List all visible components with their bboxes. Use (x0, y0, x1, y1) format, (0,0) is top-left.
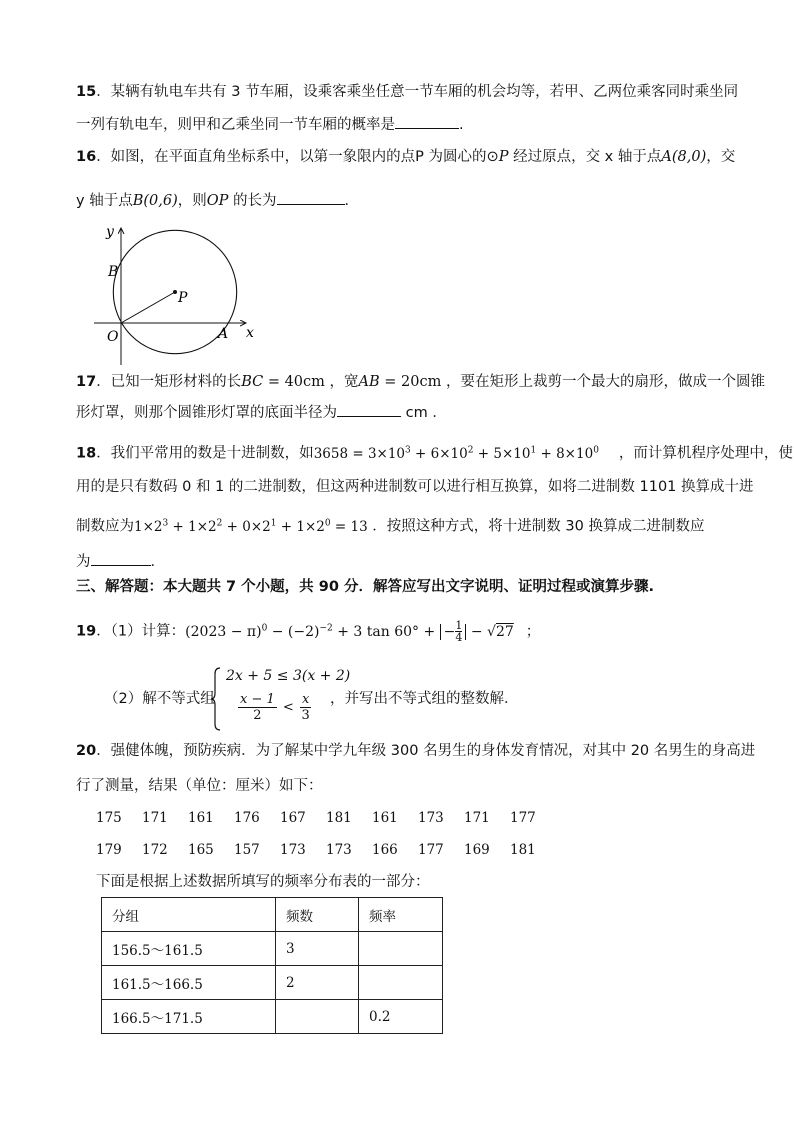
q16-line1 (76, 147, 735, 167)
q16-text-1d: ，交 (706, 149, 736, 165)
section-3-heading: 三、解答题：本大题共 7 个小题，共 90 分．解答应写出文字说明、证明过程或演算步骤. (76, 579, 654, 595)
q17-text-2b: cm ． (401, 405, 447, 421)
q19-ineq1: 2x + 5 ≤ 3(x + 2) (226, 668, 351, 684)
table-header-row (102, 898, 443, 932)
label-b: B (108, 264, 119, 280)
q17-text-2a: 形灯罩，则那个圆锥形灯罩的底面半径为 (76, 405, 337, 421)
height-value: 179 (96, 842, 122, 858)
height-value: 173 (326, 842, 352, 858)
q20-line1 (76, 741, 755, 761)
height-value: 157 (234, 842, 260, 858)
q16-answer-blank[interactable] (277, 190, 345, 205)
height-value: 167 (280, 810, 306, 826)
q19-part1-text: ．（1）计算： (96, 623, 186, 640)
height-value: 166 (372, 842, 398, 858)
q15-number: 15 (76, 84, 97, 100)
q16-figure (84, 220, 274, 368)
q20-data-row-1 (96, 810, 556, 826)
q18-number: 18 (76, 445, 97, 462)
q18-text-3b: ．按照这种方式，将十进制数 30 换算成二进制数应 (367, 518, 705, 535)
q18-binary-formula: $1\times 2^3 + 1\times 2^2 + 0\times 2^1 + 1\times 2^0 = 13$ (134, 518, 368, 535)
q16-text-1a: ．如图，在平面直角坐标系中，以第一象限内的点P 为圆心的⊙ (96, 149, 499, 165)
q18-text-2: 用的是只有数码 0 和 1 的二进制数，但这两种进制数可以进行相互换算，如将二进制数 1101 换算成十进 (76, 479, 754, 495)
cell-count[interactable] (276, 1000, 359, 1034)
cell-count: 3 (276, 932, 359, 966)
table-row (102, 1000, 443, 1034)
q18-decimal-formula: $3658 = 3\times 10^3 + 6\times 10^2 + 5\times 10^1 + 8\times 10^0$ (313, 445, 599, 462)
height-value: 173 (280, 842, 306, 858)
height-value: 161 (188, 810, 214, 826)
q18-line2 (76, 477, 754, 497)
q18-line1 (76, 440, 793, 464)
q19-part2-tail (330, 689, 519, 709)
label-y: y (106, 224, 114, 240)
cell-count: 2 (276, 966, 359, 1000)
q17-text-1b: ，宽 (324, 374, 359, 390)
cell-frequency[interactable] (359, 966, 443, 1000)
height-value: 172 (142, 842, 168, 858)
cell-frequency: 0.2 (359, 1000, 443, 1034)
height-value: 181 (326, 810, 352, 826)
q16-text-1c: 经过原点，交 x 轴于点 (508, 149, 662, 165)
height-value: 175 (96, 810, 122, 826)
label-a: A (218, 326, 229, 342)
q20-text-2: 行了测量，结果（单位：厘米）如下： (76, 778, 323, 794)
q17-ab: AB (358, 374, 380, 390)
center-dot (173, 290, 177, 294)
q16-point-b: B(0,6) (132, 193, 178, 209)
height-value: 165 (188, 842, 214, 858)
q17-bc: BC (241, 374, 264, 390)
brace-icon (210, 666, 222, 732)
q16-line2 (76, 190, 359, 211)
q15-answer-blank[interactable] (395, 114, 459, 129)
q16-text-2b: ，则 (177, 193, 207, 209)
table-row (102, 966, 443, 1000)
height-value: 177 (418, 842, 444, 858)
q15-period: . (459, 117, 464, 133)
q17-text-1a: ．已知一矩形材料的长 (96, 374, 242, 390)
q16-text-2a: y 轴于点 (76, 193, 133, 209)
q18-period: ． (150, 554, 165, 570)
cell-group: 166.5～171.5 (102, 1000, 276, 1034)
q17-answer-blank[interactable] (337, 402, 401, 417)
segment-op (121, 292, 175, 323)
q16-number: 16 (76, 149, 97, 165)
q15-text-1: ．某辆有轨电车共有 3 节车厢，设乘客乘坐任意一节车厢的机会均等，若甲、乙两位乘客同时乘坐同 (96, 84, 739, 100)
label-p: P (178, 290, 188, 306)
q16-point-a: A(8,0) (661, 149, 707, 165)
table-row (102, 932, 443, 966)
q16-period: ． (344, 193, 359, 209)
q20-line2 (76, 776, 323, 796)
q16-text-2c: 的长为 (228, 193, 277, 209)
q16-op: OP (206, 193, 229, 209)
height-value: 171 (142, 810, 168, 826)
q19-expression: $(2023 - \pi)^0 - (-2)^{-2} + 3$ tan 60° + − $\frac{1}{4}$ − √27 (185, 619, 514, 645)
q19-semicolon: ； (525, 623, 541, 640)
header-count: 频数 (276, 898, 359, 932)
q18-line4 (76, 551, 165, 572)
cell-group: 161.5～166.5 (102, 966, 276, 1000)
frequency-table (101, 897, 443, 1034)
cell-group: 156.5～161.5 (102, 932, 276, 966)
height-value: 176 (234, 810, 260, 826)
q18-text-4a: 为 (76, 554, 91, 570)
height-value: 181 (510, 842, 536, 858)
height-value: 173 (418, 810, 444, 826)
header-group: 分组 (102, 898, 276, 932)
cell-frequency[interactable] (359, 932, 443, 966)
q17-text-1c: ，要在矩形上裁剪一个最大的扇形，做成一个圆锥 (441, 374, 765, 390)
q18-text-3a: 制数应为 (76, 518, 134, 535)
q19-number: 19 (76, 623, 97, 640)
height-value: 177 (510, 810, 536, 826)
q18-line3 (76, 513, 704, 537)
q18-answer-blank[interactable] (91, 551, 151, 566)
q17-bc-value: = 40cm (263, 374, 325, 390)
q18-text-1b: ，而计算机程序处理中，使 (618, 445, 793, 462)
q15-text-2: 一列有轨电车，则甲和乙乘坐同一节车厢的概率是 (76, 117, 395, 133)
q15-line1 (76, 82, 738, 102)
q18-text-1a: ．我们平常用的数是十进制数，如 (96, 445, 314, 462)
q19-part2-text-b: ，并写出不等式组的整数解． (330, 691, 519, 707)
q15-line2 (76, 114, 464, 135)
label-x: x (246, 325, 254, 341)
header-frequency: 频率 (359, 898, 443, 932)
q20-table-intro: 下面是根据上述数据所填写的频率分布表的一部分： (96, 874, 430, 890)
height-value: 161 (372, 810, 398, 826)
q17-line1 (76, 372, 765, 392)
q17-line2 (76, 402, 447, 423)
q19-ineq2: $\frac{x - 1}{2}$ < $\frac{x}{3}$ (240, 692, 310, 723)
q17-number: 17 (76, 374, 97, 390)
q20-text-1: ．强健体魄，预防疾病．为了解某中学九年级 300 名男生的身体发育情况，对其中 20 名男生的身高进 (96, 743, 756, 759)
q19-part2 (104, 689, 215, 709)
q19-part1 (76, 618, 540, 643)
q20-number: 20 (76, 743, 97, 759)
q19-part2-text-a: （2）解不等式组 (104, 691, 215, 707)
height-value: 169 (464, 842, 490, 858)
q20-data-row-2 (96, 842, 556, 858)
label-o: O (107, 329, 119, 345)
q17-ab-value: = 20cm (379, 374, 442, 390)
q16-point-p: P (498, 149, 509, 165)
height-value: 171 (464, 810, 490, 826)
